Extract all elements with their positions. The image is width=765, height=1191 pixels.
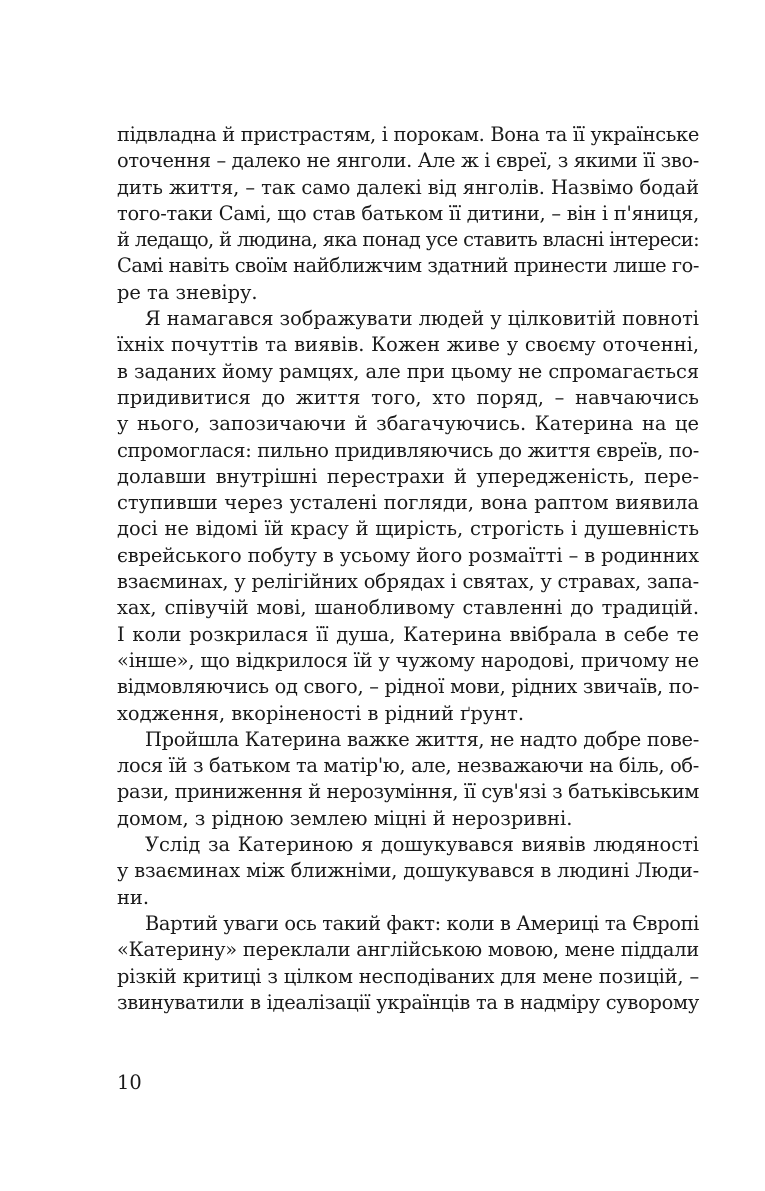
paragraph bbox=[117, 122, 699, 306]
text-line: різкій критиці з цілком несподіваних для мене позицій, – bbox=[117, 964, 699, 988]
text-line: їхніх почуттів та виявів. Кожен живе у своєму оточенні, bbox=[117, 333, 699, 357]
text-line: Вартий уваги ось такий факт: коли в Америці та Європі bbox=[145, 911, 699, 935]
text-line: домом, з рідною землею міцні й нерозривні. bbox=[117, 806, 573, 830]
text-line: «інше», що відкрилося їй у чужому народові, причому не bbox=[117, 648, 699, 672]
text-line: лося їй з батьком та матір'ю, але, незважаючи на біль, об- bbox=[117, 754, 699, 778]
text-line: долавши внутрішні перестрахи й упередженість, пере- bbox=[117, 464, 699, 488]
text-line: ре та зневіру. bbox=[117, 280, 258, 304]
text-line: досі не відомі їй красу й щирість, строгість і душевність bbox=[117, 517, 699, 541]
text-line: підвладна й пристрастям, і порокам. Вона та її українське bbox=[117, 123, 699, 146]
text-line: Пройшла Катерина важке життя, не надто добре пове- bbox=[145, 727, 699, 751]
text-line: у нього, запозичаючи й збагачуючись. Катерина на це bbox=[117, 412, 699, 436]
paragraph bbox=[117, 911, 699, 1016]
text-line: ходження, вкоріненості в рідний ґрунт. bbox=[117, 701, 525, 725]
paragraph bbox=[117, 306, 699, 727]
text-line: у взаєминах між ближніми, дошукувався в людині Люди- bbox=[117, 859, 699, 883]
text-line: рази, приниження й нерозуміння, її сув'язі з батьківським bbox=[117, 780, 699, 804]
text-line: дить життя, – так само далекі від янголів. Назвімо бодай bbox=[117, 175, 700, 199]
text-line: звинуватили в ідеалізації українців та в надміру суворому bbox=[117, 990, 699, 1014]
text-line: в заданих йому рамцях, але при цьому не спромагається bbox=[117, 359, 699, 383]
text-line: Услід за Катериною я дошукувався виявів людяності bbox=[145, 833, 699, 857]
text-line: того-таки Самі, що став батьком її дитини, – він і п'яниця, bbox=[117, 201, 699, 225]
text-line: спромоглася: пильно придивляючись до життя євреїв, по- bbox=[117, 438, 699, 462]
body-text bbox=[117, 122, 699, 1016]
text-line: ступивши через усталені погляди, вона раптом виявила bbox=[117, 491, 699, 515]
text-line: оточення – далеко не янголи. Але ж і євреї, з якими її зво- bbox=[117, 149, 699, 173]
text-line: придивитися до життя того, хто поряд, – навчаючись bbox=[117, 385, 699, 409]
text-line: єврейського побуту в усьому його розмаїтті – в родинних bbox=[117, 543, 699, 567]
paragraph bbox=[117, 832, 699, 911]
text-line: «Катерину» переклали англійською мовою, мене піддали bbox=[117, 938, 699, 962]
text-line: взаєминах, у релігійних обрядах і святах, у стравах, запа- bbox=[117, 570, 699, 594]
text-line: ни. bbox=[117, 885, 150, 909]
text-line: відмовляючись од свого, – рідної мови, рідних звичаїв, по- bbox=[117, 675, 699, 699]
text-line: Я намагався зображувати людей у цілковитій повноті bbox=[145, 307, 699, 331]
text-line: І коли розкрилася її душа, Катерина ввібрала в себе те bbox=[117, 622, 699, 646]
paragraph bbox=[117, 727, 699, 832]
text-line: хах, співучій мові, шанобливому ставленні до традицій. bbox=[117, 596, 699, 620]
text-line: Самі навіть своїм найближчим здатний принести лише го- bbox=[117, 254, 699, 278]
text-line: й ледащо, й людина, яка понад усе ставить власні інтереси: bbox=[117, 228, 699, 252]
page-number: 10 bbox=[117, 1071, 142, 1094]
